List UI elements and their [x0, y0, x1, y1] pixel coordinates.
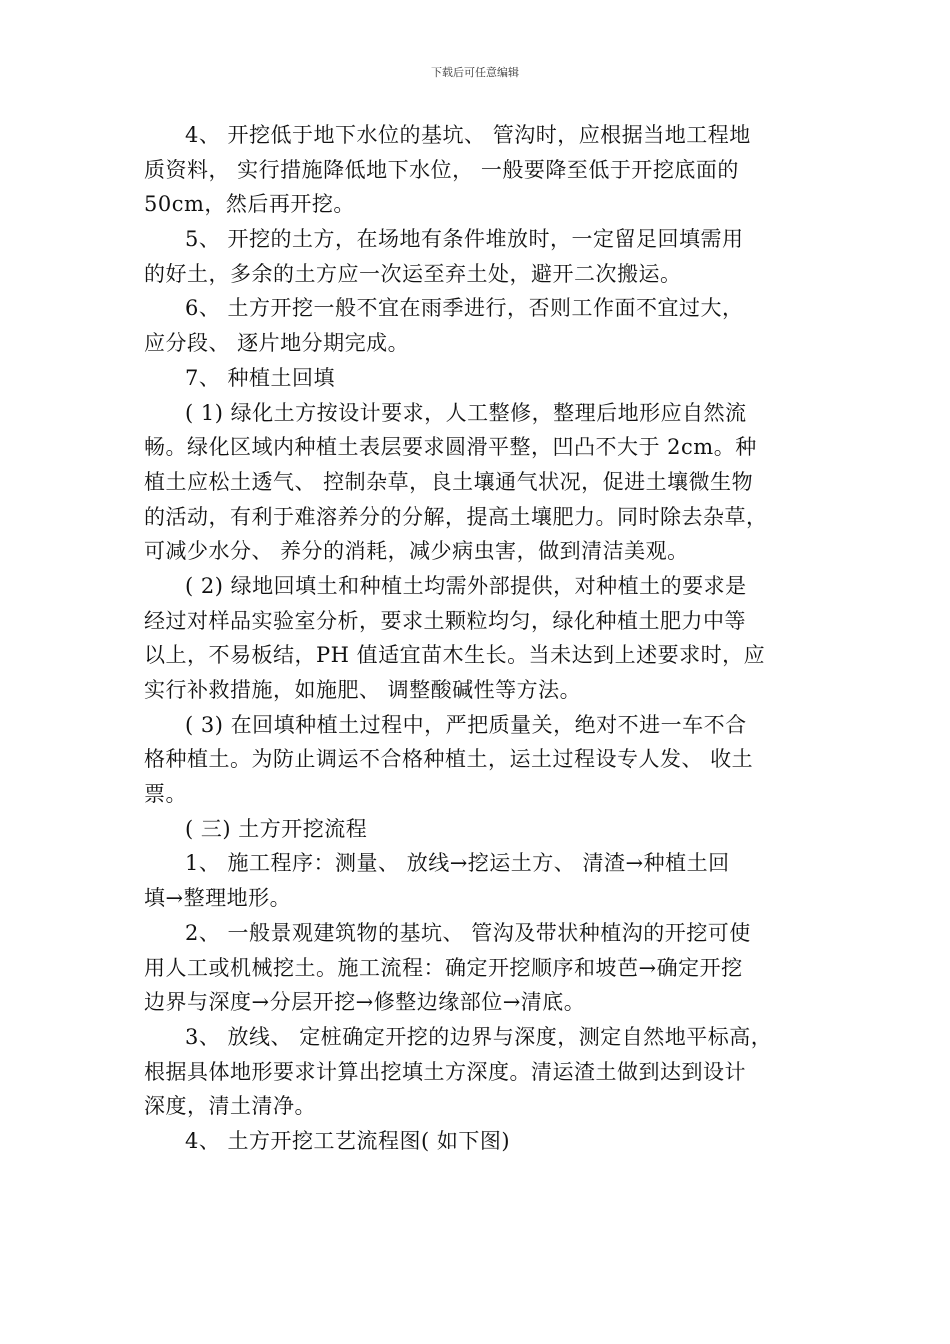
text-line: 6、 土方开挖一般不宜在雨季进行，否则工作面不宜过大，: [185, 296, 744, 321]
text-line: 植土应松土透气、 控制杂草，良土壤通气状况，促进土壤微生物: [144, 469, 754, 494]
text-line: 5、 开挖的土方，在场地有条件堆放时，一定留足回填需用: [185, 227, 744, 252]
text-line: ( 2) 绿地回填土和种植土均需外部提供，对种植土的要求是: [185, 573, 747, 598]
text-line: 畅。绿化区域内种植土表层要求圆滑平整，凹凸不大于 2cm。种: [144, 435, 757, 460]
text-line: 票。: [144, 782, 187, 807]
text-line: ( 三) 土方开挖流程: [185, 816, 368, 841]
text-line: 实行补救措施，如施肥、 调整酸碱性等方法。: [144, 678, 582, 702]
text-line: 边界与深度→分层开挖→修整边缘部位→清底。: [144, 990, 586, 1015]
text-line: 的好土，多余的土方应一次运至弃土处，避开二次搬运。: [144, 261, 682, 286]
text-line: 深度，清土清净。: [144, 1094, 316, 1119]
text-line: 经过对样品实验室分析，要求土颗粒均匀，绿化种植土肥力中等: [144, 608, 746, 633]
text-line: 的活动，有利于难溶养分的分解，提高土壤肥力。同时除去杂草，: [144, 504, 768, 529]
text-line: ( 3) 在回填种植土过程中，严把质量关，绝对不进一车不合: [185, 712, 747, 737]
document-body: [144, 118, 810, 1159]
text-line: 可减少水分、 养分的消耗，减少病虫害，做到清洁美观。: [144, 539, 689, 564]
text-line: 质资料， 实行措施降低地下水位， 一般要降至低于开挖底面的: [144, 157, 739, 182]
text-line: 4、 开挖低于地下水位的基坑、 管沟时，应根据当地工程地: [185, 123, 751, 147]
text-line: 2、 一般景观建筑物的基坑、 管沟及带状种植沟的开挖可使: [185, 920, 751, 945]
text-line: 7、 种植土回填: [185, 365, 336, 390]
text-line: 4、 土方开挖工艺流程图( 如下图): [185, 1128, 511, 1153]
text-line: 用人工或机械挖土。施工流程：确定开挖顺序和坡芭→确定开挖: [144, 955, 743, 980]
text-line: 50cm，然后再开挖。: [144, 192, 355, 217]
page-header: 下载后可任意编辑: [431, 66, 519, 79]
text-line: 填→整理地形。: [144, 886, 292, 911]
text-line: 应分段、 逐片地分期完成。: [144, 331, 410, 356]
text-line: 格种植土。为防止调运不合格种植土，运土过程设专人发、 收土: [144, 747, 754, 772]
text-line: 3、 放线、 定桩确定开挖的边界与深度，测定自然地平标高，: [185, 1024, 773, 1049]
text-line: 根据具体地形要求计算出挖填土方深度。清运渣土做到达到设计: [144, 1059, 746, 1084]
text-line: 1、 施工程序：测量、 放线→挖运土方、 清渣→种植土回: [185, 851, 730, 876]
text-line: 以上，不易板结，PH 值适宜苗木生长。当未达到上述要求时，应: [144, 643, 766, 668]
text-line: ( 1) 绿化土方按设计要求，人工整修，整理后地形应自然流: [185, 400, 747, 425]
